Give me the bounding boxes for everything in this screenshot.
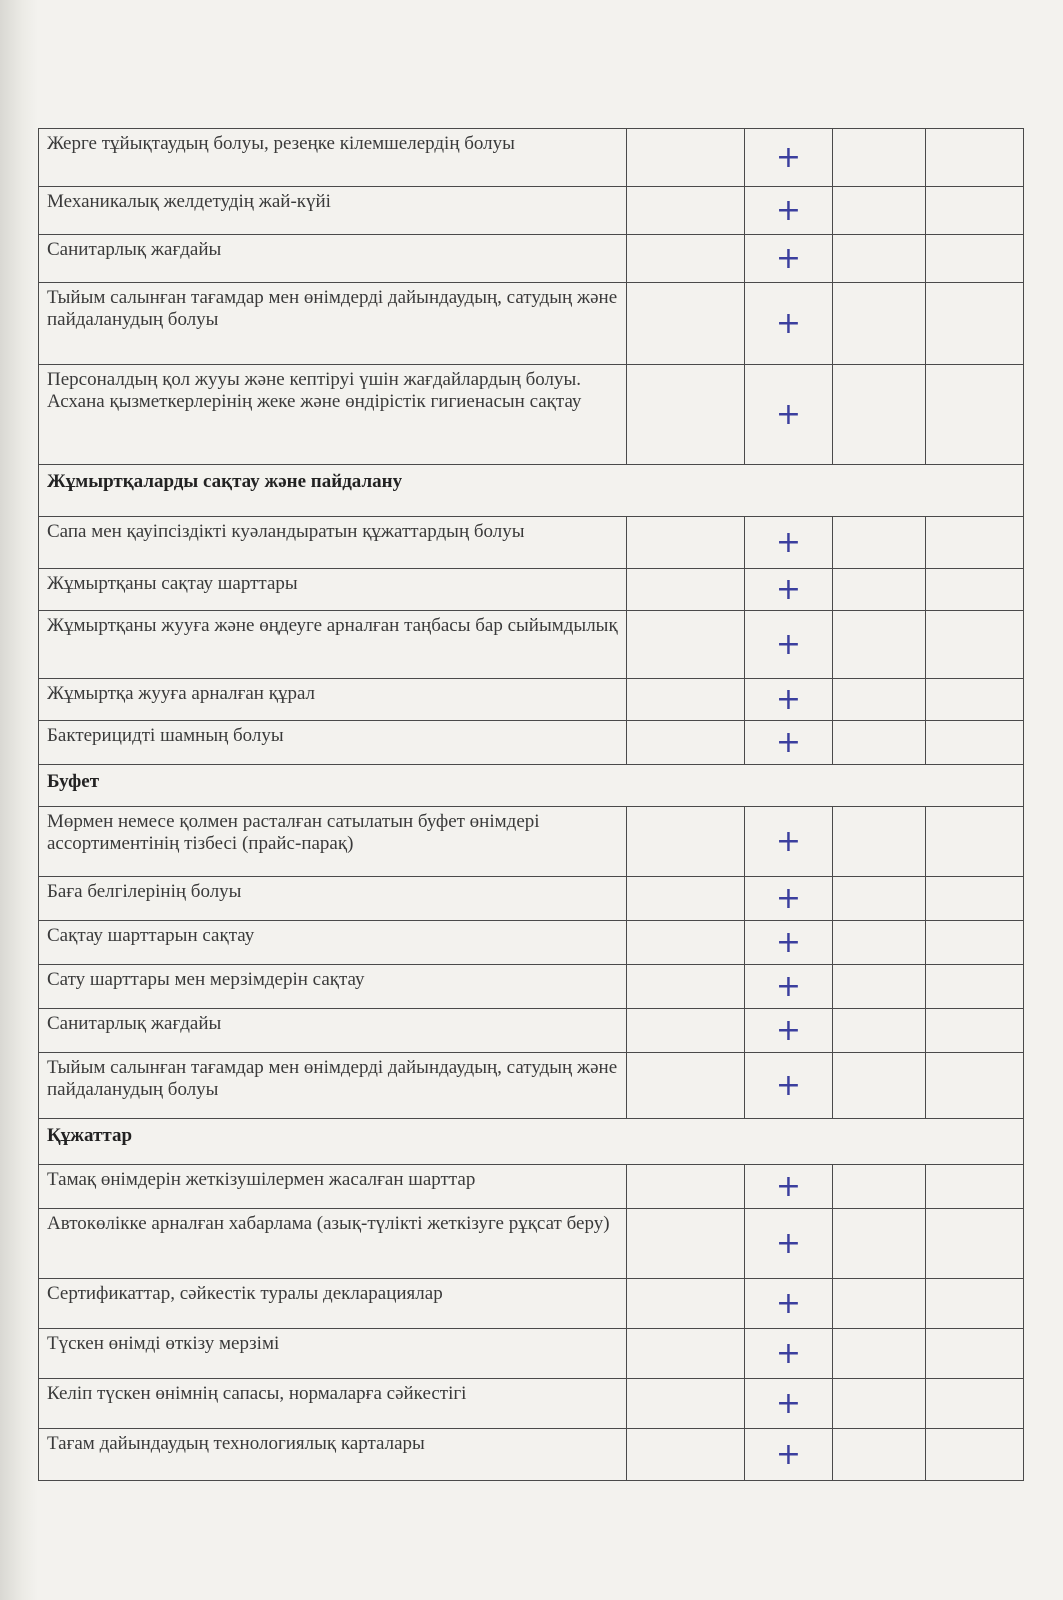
section-header-row: [39, 765, 1024, 807]
empty-cell: [926, 679, 1024, 721]
checklist-item-label: Тыйым салынған тағамдар мен өнімдерді дайындаудың, сатудың және пайдаланудың болуы: [39, 1053, 627, 1119]
empty-cell: [627, 365, 745, 465]
empty-cell: [833, 877, 926, 921]
empty-cell: [833, 965, 926, 1009]
checklist-item-label: Жерге тұйықтаудың болуы, резеңке кілемшелердің болуы: [39, 129, 627, 187]
empty-cell: [833, 1429, 926, 1481]
empty-cell: [627, 1329, 745, 1379]
handwritten-check-mark: +: [745, 569, 833, 611]
checklist-row: [39, 517, 1024, 569]
empty-cell: [627, 1209, 745, 1279]
empty-cell: [926, 235, 1024, 283]
checklist-item-label: Санитарлық жағдайы: [39, 235, 627, 283]
empty-cell: [627, 235, 745, 283]
checklist-item-label: Бактерицидті шамның болуы: [39, 721, 627, 765]
empty-cell: [833, 1209, 926, 1279]
empty-cell: [627, 1429, 745, 1481]
empty-cell: [627, 679, 745, 721]
empty-cell: [926, 965, 1024, 1009]
empty-cell: [926, 1279, 1024, 1329]
empty-cell: [627, 569, 745, 611]
checklist-row: [39, 1165, 1024, 1209]
empty-cell: [833, 129, 926, 187]
empty-cell: [627, 283, 745, 365]
checklist-item-label: Баға белгілерінің болуы: [39, 877, 627, 921]
handwritten-check-mark: +: [745, 235, 833, 283]
empty-cell: [926, 1329, 1024, 1379]
checklist-item-label: Тамақ өнімдерін жеткізушілермен жасалған шарттар: [39, 1165, 627, 1209]
handwritten-check-mark: +: [745, 365, 833, 465]
empty-cell: [926, 877, 1024, 921]
empty-cell: [833, 807, 926, 877]
checklist-item-label: Персоналдың қол жууы және кептіруі үшін жағдайлардың болуы. Асхана қызметкерлерінің жеке және өндірістік гигиенасын сақтау: [39, 365, 627, 465]
handwritten-check-mark: +: [745, 807, 833, 877]
checklist-item-label: Механикалық желдетудің жай-күйі: [39, 187, 627, 235]
handwritten-check-mark: +: [745, 1165, 833, 1209]
checklist-item-label: Сату шарттары мен мерзімдерін сақтау: [39, 965, 627, 1009]
empty-cell: [926, 569, 1024, 611]
empty-cell: [833, 1053, 926, 1119]
page-edge-shadow: [0, 0, 38, 1600]
empty-cell: [833, 921, 926, 965]
empty-cell: [833, 1009, 926, 1053]
empty-cell: [627, 1165, 745, 1209]
empty-cell: [627, 611, 745, 679]
empty-cell: [627, 921, 745, 965]
section-header-row: [39, 1119, 1024, 1165]
empty-cell: [627, 1279, 745, 1329]
checklist-row: [39, 1429, 1024, 1481]
checklist-row: [39, 807, 1024, 877]
empty-cell: [833, 679, 926, 721]
handwritten-check-mark: +: [745, 1429, 833, 1481]
empty-cell: [833, 187, 926, 235]
handwritten-check-mark: +: [745, 921, 833, 965]
empty-cell: [833, 235, 926, 283]
checklist-row: [39, 187, 1024, 235]
handwritten-check-mark: +: [745, 517, 833, 569]
empty-cell: [627, 517, 745, 569]
checklist-item-label: Автокөлікке арналған хабарлама (азық-түлікті жеткізуге рұқсат беру): [39, 1209, 627, 1279]
empty-cell: [833, 611, 926, 679]
empty-cell: [627, 129, 745, 187]
handwritten-check-mark: +: [745, 1279, 833, 1329]
empty-cell: [627, 1009, 745, 1053]
empty-cell: [926, 187, 1024, 235]
section-title: Жұмыртқаларды сақтау және пайдалану: [39, 465, 1024, 517]
handwritten-check-mark: +: [745, 1209, 833, 1279]
empty-cell: [926, 517, 1024, 569]
empty-cell: [926, 611, 1024, 679]
checklist-item-label: Сақтау шарттарын сақтау: [39, 921, 627, 965]
empty-cell: [833, 365, 926, 465]
empty-cell: [627, 877, 745, 921]
checklist-item-label: Сертификаттар, сәйкестік туралы декларациялар: [39, 1279, 627, 1329]
empty-cell: [833, 1379, 926, 1429]
checklist-item-label: Сапа мен қауіпсіздікті куәландыратын құжаттардың болуы: [39, 517, 627, 569]
handwritten-check-mark: +: [745, 1009, 833, 1053]
empty-cell: [627, 965, 745, 1009]
empty-cell: [833, 721, 926, 765]
checklist-row: [39, 1053, 1024, 1119]
checklist-row: [39, 1279, 1024, 1329]
empty-cell: [833, 1329, 926, 1379]
empty-cell: [627, 721, 745, 765]
empty-cell: [833, 283, 926, 365]
checklist-row: [39, 679, 1024, 721]
checklist-item-label: Санитарлық жағдайы: [39, 1009, 627, 1053]
checklist-item-label: Жұмыртқа жууға арналған құрал: [39, 679, 627, 721]
checklist-row: [39, 235, 1024, 283]
checklist-row: [39, 877, 1024, 921]
empty-cell: [833, 517, 926, 569]
empty-cell: [926, 1209, 1024, 1279]
checklist-row: [39, 965, 1024, 1009]
checklist-item-label: Тағам дайындаудың технологиялық карталары: [39, 1429, 627, 1481]
checklist-row: [39, 129, 1024, 187]
empty-cell: [926, 1009, 1024, 1053]
handwritten-check-mark: +: [745, 1329, 833, 1379]
empty-cell: [627, 1379, 745, 1429]
handwritten-check-mark: +: [745, 721, 833, 765]
section-title: Буфет: [39, 765, 1024, 807]
checklist-row: [39, 1329, 1024, 1379]
checklist-body: [39, 129, 1024, 1481]
empty-cell: [833, 1279, 926, 1329]
checklist-item-label: Келіп түскен өнімнің сапасы, нормаларға сәйкестігі: [39, 1379, 627, 1429]
checklist-row: [39, 283, 1024, 365]
handwritten-check-mark: +: [745, 283, 833, 365]
checklist-row: [39, 365, 1024, 465]
checklist-item-label: Түскен өнімді өткізу мерзімі: [39, 1329, 627, 1379]
section-title: Құжаттар: [39, 1119, 1024, 1165]
empty-cell: [627, 1053, 745, 1119]
empty-cell: [926, 1053, 1024, 1119]
checklist-item-label: Тыйым салынған тағамдар мен өнімдерді дайындаудың, сатудың және пайдаланудың болуы: [39, 283, 627, 365]
empty-cell: [926, 1429, 1024, 1481]
checklist-table: [38, 128, 1024, 1481]
empty-cell: [926, 921, 1024, 965]
checklist-row: [39, 1009, 1024, 1053]
empty-cell: [833, 569, 926, 611]
handwritten-check-mark: +: [745, 679, 833, 721]
empty-cell: [926, 1379, 1024, 1429]
empty-cell: [926, 1165, 1024, 1209]
handwritten-check-mark: +: [745, 187, 833, 235]
handwritten-check-mark: +: [745, 877, 833, 921]
handwritten-check-mark: +: [745, 129, 833, 187]
empty-cell: [926, 129, 1024, 187]
checklist-row: [39, 921, 1024, 965]
empty-cell: [627, 807, 745, 877]
handwritten-check-mark: +: [745, 965, 833, 1009]
section-header-row: [39, 465, 1024, 517]
empty-cell: [926, 807, 1024, 877]
empty-cell: [926, 721, 1024, 765]
handwritten-check-mark: +: [745, 1379, 833, 1429]
checklist-row: [39, 1209, 1024, 1279]
checklist-row: [39, 611, 1024, 679]
checklist-item-label: Мөрмен немесе қолмен расталған сатылатын буфет өнімдері ассортиментінің тізбесі (прайс-парақ): [39, 807, 627, 877]
empty-cell: [627, 187, 745, 235]
empty-cell: [926, 365, 1024, 465]
checklist-item-label: Жұмыртқаны жууға және өңдеуге арналған таңбасы бар сыйымдылық: [39, 611, 627, 679]
checklist-item-label: Жұмыртқаны сақтау шарттары: [39, 569, 627, 611]
checklist-row: [39, 1379, 1024, 1429]
handwritten-check-mark: +: [745, 611, 833, 679]
checklist-row: [39, 569, 1024, 611]
empty-cell: [833, 1165, 926, 1209]
checklist-row: [39, 721, 1024, 765]
empty-cell: [926, 283, 1024, 365]
handwritten-check-mark: +: [745, 1053, 833, 1119]
